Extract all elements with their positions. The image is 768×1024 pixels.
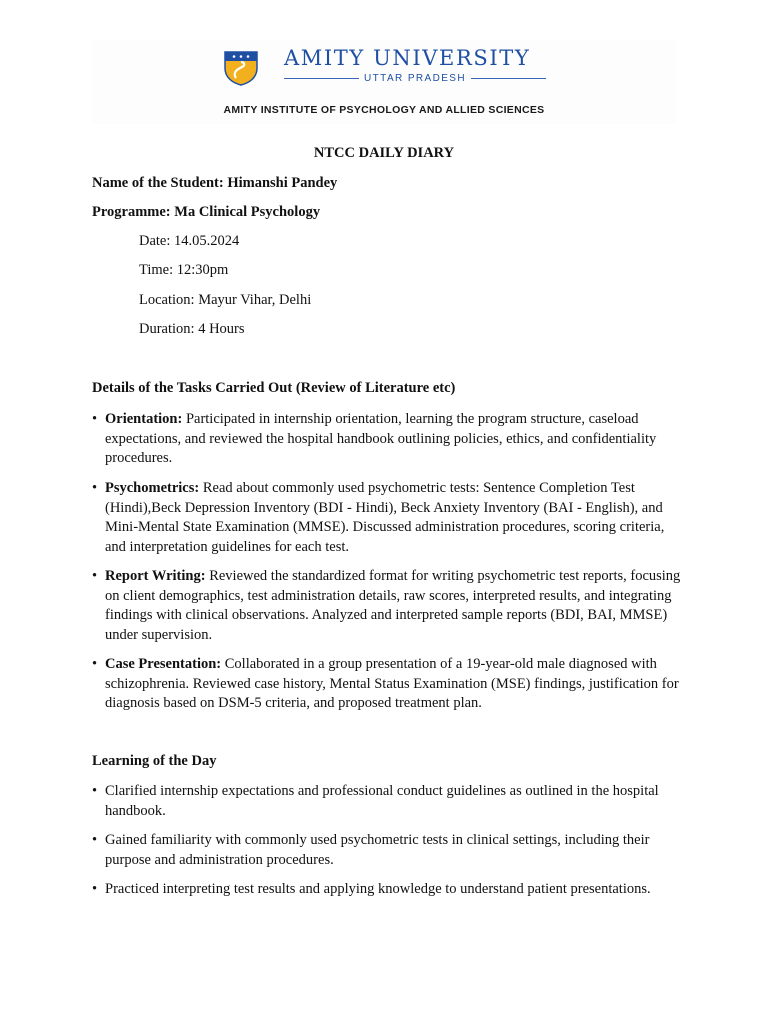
task-text: Reviewed the standardized format for writing psychometric test reports, focusing on client demographics, test administration details, raw scores, interpreted results, and integrating findings with clinical observations. Analyzed and interpreted sample reports (BDI, BAI, MMSE) under supervision. bbox=[105, 568, 681, 643]
bullet-icon: • bbox=[92, 411, 98, 427]
student-name: Name of the Student: Himanshi Pandey bbox=[92, 175, 338, 191]
task-label: Psychometrics: bbox=[105, 480, 200, 496]
page-title: NTCC DAILY DIARY bbox=[313, 145, 455, 161]
learning-heading: Learning of the Day bbox=[92, 753, 217, 769]
task-label: Case Presentation: bbox=[105, 656, 222, 672]
university-name: AMITY UNIVERSITY bbox=[284, 46, 531, 70]
bullet-icon: • bbox=[92, 568, 98, 584]
list-item bbox=[92, 410, 682, 469]
learning-text: Gained familiarity with commonly used psychometric tests in clinical settings, including their purpose and administration procedures. bbox=[105, 832, 650, 868]
list-item bbox=[92, 479, 682, 557]
state-name: UTTAR PRADESH bbox=[364, 72, 466, 84]
task-text: Collaborated in a group presentation of a 19-year-old male diagnosed with schizophrenia. Reviewed case history, Mental Status Examination (MSE) findings, justification for diagnosis based on DSM-5 criteria, and proposed treatment plan. bbox=[105, 656, 679, 712]
bullet-icon: • bbox=[92, 656, 98, 672]
bullet-icon: • bbox=[92, 832, 98, 848]
programme: Programme: Ma Clinical Psychology bbox=[92, 204, 321, 220]
list-item bbox=[92, 880, 682, 900]
date: Date: 14.05.2024 bbox=[139, 233, 240, 249]
list-item bbox=[92, 831, 682, 870]
duration: Duration: 4 Hours bbox=[139, 321, 245, 337]
location: Location: Mayur Vihar, Delhi bbox=[139, 292, 312, 308]
bullet-icon: • bbox=[92, 480, 98, 496]
task-label: Report Writing: bbox=[105, 568, 206, 584]
list-item bbox=[92, 567, 682, 645]
list-item bbox=[92, 655, 682, 714]
tasks-heading: Details of the Tasks Carried Out (Review of Literature etc) bbox=[92, 380, 456, 396]
bullet-icon: • bbox=[92, 783, 98, 799]
divider bbox=[471, 78, 546, 79]
task-text: Participated in internship orientation, learning the program structure, caseload expectations, and reviewed the hospital handbook outlining policies, ethics, and confidentiality procedures. bbox=[105, 411, 657, 467]
task-label: Orientation: bbox=[105, 411, 183, 427]
divider bbox=[284, 78, 359, 79]
university-header bbox=[92, 40, 676, 124]
learning-text: Clarified internship expectations and professional conduct guidelines as outlined in the hospital handbook. bbox=[105, 783, 659, 819]
list-item bbox=[92, 782, 682, 821]
bullet-icon: • bbox=[92, 881, 98, 897]
task-text: Read about commonly used psychometric tests: Sentence Completion Test (Hindi),Beck Depression Inventory (BDI - Hindi), Beck Anxiety Inventory (BAI - English), and Mini-Mental State Examination (MMSE). Discussed administration procedures, scoring criteria, and interpretation guidelines for each test. bbox=[105, 480, 665, 555]
learning-text: Practiced interpreting test results and applying knowledge to understand patient presentations. bbox=[105, 881, 651, 897]
institute-name: AMITY INSTITUTE OF PSYCHOLOGY AND ALLIED SCIENCES bbox=[223, 104, 545, 116]
university-crest-icon bbox=[222, 50, 260, 86]
state-row bbox=[284, 71, 546, 85]
time: Time: 12:30pm bbox=[139, 262, 229, 278]
